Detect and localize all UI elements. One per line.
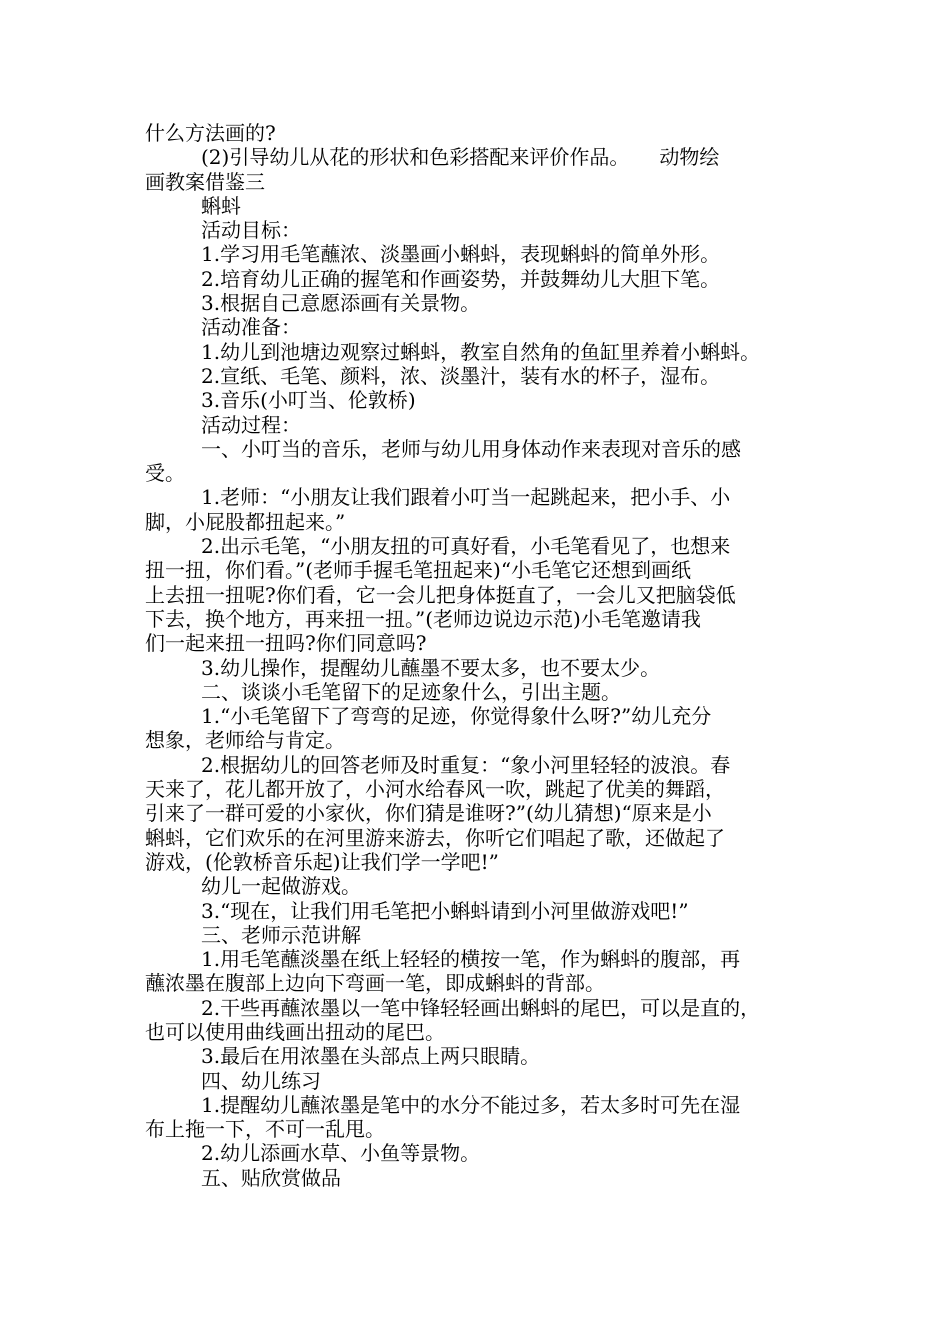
text-line: 1.学习用毛笔蘸浓、淡墨画小蝌蚪，表现蝌蚪的简单外形。: [201, 242, 721, 267]
text-line: 蘸浓墨在腹部上边向下弯画一笔，即成蝌蚪的背部。: [145, 971, 605, 996]
text-line: 2.根据幼儿的回答老师及时重复：“象小河里轻轻的波浪。春: [201, 752, 731, 777]
text-line: 幼儿一起做游戏。: [201, 874, 361, 899]
text-line: 下去，换个地方，再来扭一扭。”(老师边说边示范)小毛笔邀请我: [145, 606, 701, 631]
text-line: 1.“小毛笔留下了弯弯的足迹，你觉得象什么呀?”幼儿充分: [201, 704, 712, 729]
text-line: 上去扭一扭呢?你们看，它一会儿把身体挺直了，一会儿又把脑袋低: [145, 582, 736, 607]
text-line: (2)引导幼儿从花的形状和色彩搭配来评价作品。 动物绘: [201, 145, 720, 170]
text-line: 四、幼儿练习: [201, 1068, 321, 1093]
text-line: 3.音乐(小叮当、伦敦桥): [201, 388, 416, 413]
text-line: 布上拖一下，不可一乱甩。: [145, 1117, 385, 1142]
text-line: 2.干些再蘸浓墨以一笔中锋轻轻画出蝌蚪的尾巴，可以是直的，: [201, 995, 761, 1020]
text-line: 3.最后在用浓墨在头部点上两只眼睛。: [201, 1044, 541, 1069]
text-line: 活动过程：: [201, 412, 301, 437]
text-line: 五、贴欣赏做品: [201, 1165, 341, 1190]
text-line: 2.幼儿添画水草、小鱼等景物。: [201, 1141, 481, 1166]
text-line: 也可以使用曲线画出扭动的尾巴。: [145, 1019, 445, 1044]
text-line: 活动目标：: [201, 218, 301, 243]
text-line: 们一起来扭一扭吗?你们同意吗?: [145, 631, 427, 656]
text-line: 1.用毛笔蘸淡墨在纸上轻轻的横按一笔，作为蝌蚪的腹部，再: [201, 947, 741, 972]
text-line: 二、谈谈小毛笔留下的足迹象什么，引出主题。: [201, 679, 621, 704]
text-line: 2.出示毛笔，“小朋友扭的可真好看，小毛笔看见了，也想来: [201, 534, 731, 559]
text-line: 1.幼儿到池塘边观察过蝌蚪，教室自然角的鱼缸里养着小蝌蚪。: [201, 339, 761, 364]
text-line: 一、小叮当的音乐，老师与幼儿用身体动作来表现对音乐的感: [201, 436, 741, 461]
text-line: 画教案借鉴三: [145, 169, 265, 194]
text-line: 天来了，花儿都开放了，小河水给春风一吹，跳起了优美的舞蹈，: [145, 777, 725, 802]
text-line: 什么方法画的?: [145, 121, 276, 145]
text-line: 引来了一群可爱的小家伙，你们猜是谁呀?”(幼儿猜想)“原来是小: [145, 801, 712, 826]
text-line: 2.培育幼儿正确的握笔和作画姿势，并鼓舞幼儿大胆下笔。: [201, 266, 721, 291]
text-line: 蝌蚪，它们欢乐的在河里游来游去，你听它们唱起了歌，还做起了: [145, 825, 725, 850]
text-line: 脚，小屁股都扭起来。”: [145, 509, 346, 534]
text-line: 3.幼儿操作，提醒幼儿蘸墨不要太多，也不要太少。: [201, 655, 661, 680]
document-body: [145, 121, 825, 1190]
text-line: 想象，老师给与肯定。: [145, 728, 345, 753]
text-line: 1.老师：“小朋友让我们跟着小叮当一起跳起来，把小手、小: [201, 485, 731, 510]
text-line: 三、老师示范讲解: [201, 922, 361, 947]
text-line: 活动准备：: [201, 315, 301, 340]
text-line: 蝌蚪: [201, 193, 241, 218]
text-line: 3.根据自己意愿添画有关景物。: [201, 291, 481, 316]
text-line: 受。: [145, 461, 185, 486]
text-line: 扭一扭，你们看。”(老师手握毛笔扭起来)“小毛笔它还想到画纸: [145, 558, 692, 583]
text-line: 游戏，(伦敦桥音乐起)让我们学一学吧!”: [145, 849, 499, 874]
text-line: 1.提醒幼儿蘸浓墨是笔中的水分不能过多，若太多时可先在湿: [201, 1092, 741, 1117]
text-line: 3.“现在，让我们用毛笔把小蝌蚪请到小河里做游戏吧!”: [201, 898, 689, 923]
text-line: 2.宣纸、毛笔、颜料，浓、淡墨汁，装有水的杯子，湿布。: [201, 363, 721, 388]
